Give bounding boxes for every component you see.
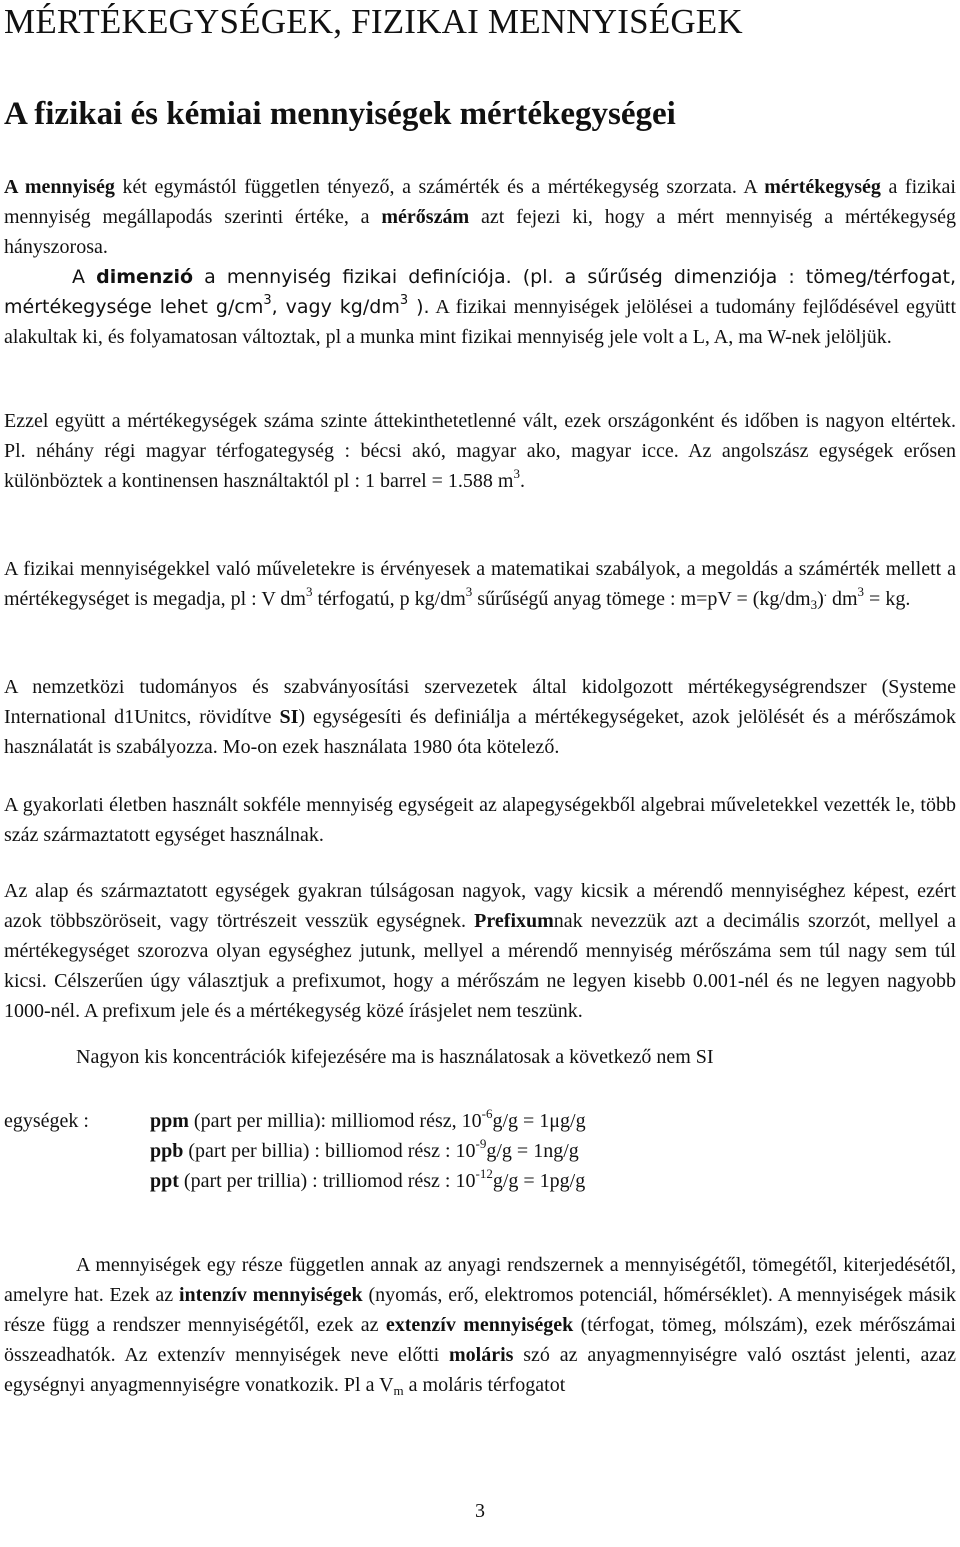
term-meroszam: mérőszám	[381, 206, 470, 228]
list-item: ppb (part per billia) : billiomod rész : $10^{-9}g/g = 1ng/g$	[150, 1136, 579, 1162]
paragraph-si: A nemzetközi tudományos és szabványosítási szervezetek által kidolgozott mértékegységrendszer (Systeme International d1Unitcs, rövidítve SI) egységesíti és definiálja a mértékegységeket, azok jelölését és a mérőszámok használatát is szabályozza. Mo-on ezek használata 1980 óta kötelező.	[4, 676, 956, 758]
paragraph-concentrations: Nagyon kis koncentrációk kifejezésére ma is használatosak a következő nem SI	[76, 1046, 714, 1068]
paragraph-prefix: Az alap és származtatott egységek gyakran túlságosan nagyok, vagy kicsik a mérendő mennyiséghez képest, ezért azok többszöröseit, vagy törtrészeit vesszük egységnek. Prefixumnak nevezzük azt a decimális szorzót, mellyel a mértékegységet szorozva olyan egységhez jutunk, mellyel a mérendő mennyiség mérőszáma sem túl nagy sem túl kicsi. Célszerűen úgy választjuk a prefixumot, hogy a mérőszám ne legyen kisebb 0.001-nél és ne legyen nagyobb 1000-nél. A prefixum jele és a mértékegység közé írásjelet nem teszünk.	[4, 880, 956, 1022]
paragraph-definitions: A mennyiség két egymástól független tényező, a számérték és a mértékegység szorzata. A mértékegység a fizikai mennyiség megállapodás szerinti értéke, a mérőszám azt fejezi ki, hogy a mért mennyiség a mértékegység hányszorosa. A dimenzió a mennyiség fizikai definíciója. (pl. a sűrűség dimenziója : tömeg/térfogat, mértékegysége lehet $g/cm^3$, vagy $kg/dm^3$ ). A fizikai mennyiségek jelölései a tudomány fejlődésével együtt alakultak ki, és folyamatosan változtak, pl a munka mint fizikai mennyiség jele volt a L, A, ma W-nek jelöljük.	[4, 176, 957, 348]
section-heading: A fizikai és kémiai mennyiségek mértékegységei	[4, 96, 676, 132]
paragraph-derived-units: A gyakorlati életben használt sokféle mennyiség egységeit az alapegységekből algebrai műveletekkel vezették le, több száz származtatott egységet használnak.	[4, 794, 956, 846]
term-intenziv: intenzív mennyiségek	[179, 1284, 363, 1306]
paragraph-operations: A fizikai mennyiségekkel való műveletekre is érvényesek a matematikai szabályok, a megoldás a számérték mellett a mértékegységet is megadja, pl : V $dm^3$ térfogatú, p $kg/dm^3$ sűrűségű anyag tömege : $m=pV = (kg/dm_3)^.$ $dm^3$ = kg.	[4, 558, 956, 612]
term-prefixum: Prefixum	[474, 910, 554, 932]
term-mertekegyseg: mértékegység	[764, 176, 881, 198]
concentration-unit-list	[4, 1106, 586, 1196]
paragraph-history: Ezzel együtt a mértékegységek száma szinte áttekinthetetlenné vált, ezek országonként és időben is nagyon eltértek. Pl. néhány régi magyar térfogategység : bécsi akó, magyar ako, magyar icce. Az angolszász egységek erősen különböztek a kontinensen használtaktól pl : 1 barrel = 1.588 $m^3$.	[4, 410, 956, 492]
page-number: 3	[475, 1500, 485, 1522]
term-extenziv: extenzív mennyiségek	[385, 1314, 574, 1336]
units-label: egységek :	[4, 1110, 89, 1132]
term-si: SI	[279, 706, 299, 728]
term-molaris: moláris	[449, 1344, 514, 1366]
paragraph-intensive-extensive: A mennyiségek egy része független annak az anyagi rendszernek a mennyiségétől, tömegétől, kiterjedésétől, amelyre hat. Ezek az intenzív mennyiségek (nyomás, erő, elektromos potenciál, hőmérséklet). A mennyiségek másik része függ a rendszer mennyiségétől, ezek az extenzív mennyiségek (térfogat, tömeg, mólszám), ezek mérőszámai összeadhatók. Az extenzív mennyiségek neve előtti moláris szó az anyagmennyiségre való osztást jelenti, azaz egységnyi anyagmennyiségre vonatkozik. Pl a $V_m$ a moláris térfogatot	[4, 1254, 957, 1398]
term-mennyiseg: A mennyiség	[4, 176, 115, 198]
list-item: egységek : ppm (part per millia): milliomod rész, $10^{-6}g/g = 1\mu g/g$	[4, 1106, 586, 1136]
term-dimenzio: dimenzió	[96, 266, 194, 288]
list-item: ppt (part per trillia) : trilliomod rész : $10^{-12}g/g = 1pg/g$	[150, 1166, 586, 1192]
page-title: MÉRTÉKEGYSÉGEK, FIZIKAI MENNYISÉGEK	[4, 2, 743, 41]
